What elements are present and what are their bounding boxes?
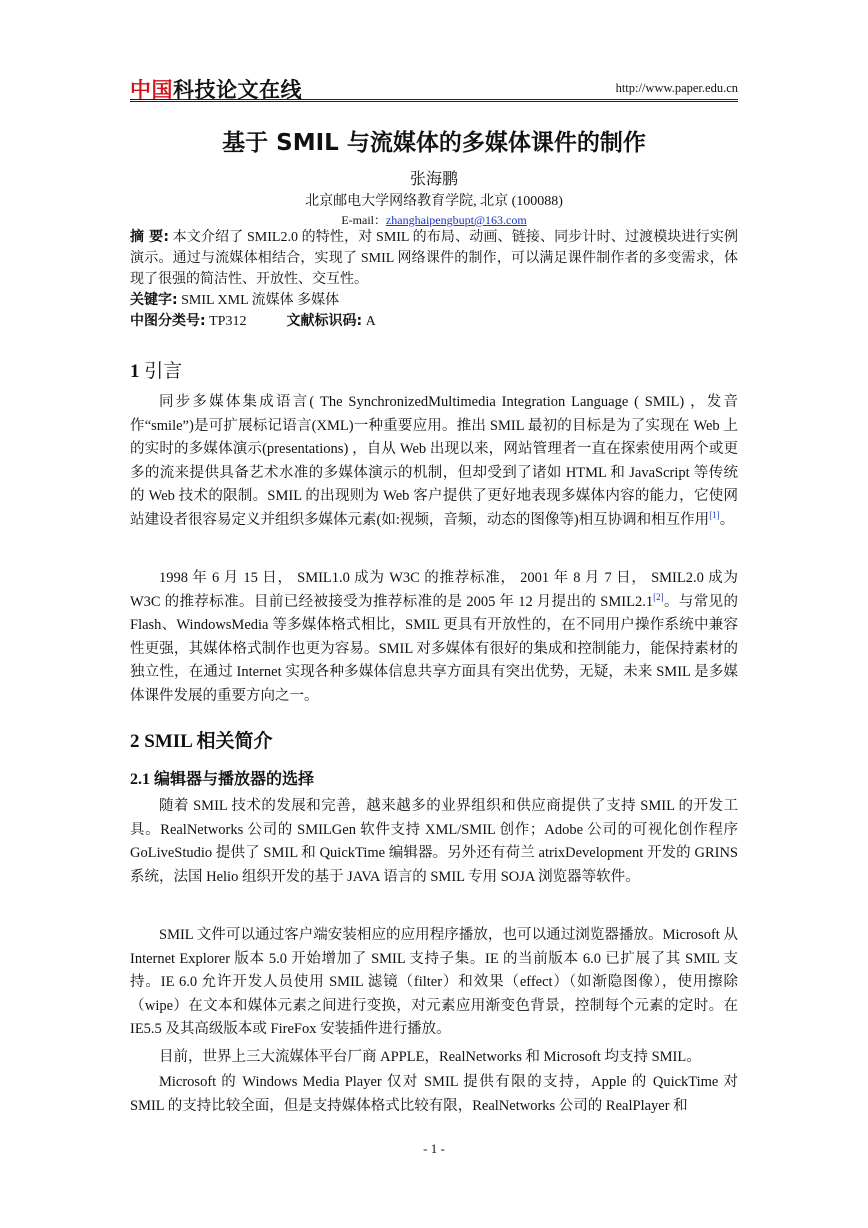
paragraph-end: 。	[719, 511, 735, 528]
abstract	[130, 227, 738, 290]
page-header	[130, 72, 738, 102]
page-number: - 1 -	[423, 1141, 445, 1156]
citation-ref[interactable]: [1]	[709, 509, 720, 520]
paragraph-end: 。与常见的 Flash、WindowsMedia 等多媒体格式相比，SMIL 更具有开放性的，在不同用户操作系统中兼容性更强，其媒体格式制作也更为容易。SMIL 对多媒体有很好的集成和控制能力，能保持素材的独立性，在通过 Internet 实现各种多媒体信息共享方面具有突出优势，无疑，未来 SMIL 是多媒体课件发展的重要方向之一。	[130, 593, 739, 704]
citation-ref[interactable]: [2]	[653, 591, 664, 602]
keywords-text: SMIL XML 流媒体 多媒体	[177, 293, 340, 308]
section-2-heading: 2 SMIL 相关简介	[130, 731, 273, 752]
doc-code-label: 文献标识码:	[286, 313, 363, 329]
email-label: E-mail：	[341, 213, 386, 227]
classification	[130, 311, 738, 332]
section-2-paragraph-4: Microsoft 的 Windows Media Player 仅对 SMIL 提供有限的支持，Apple 的 QuickTime 对 SMIL 的支持比较全面，但是支持媒体格式比较有限，RealNetworks 公司的 RealPlayer 和	[130, 1074, 738, 1114]
paragraph-text: 1998 年 6 月 15 日， SMIL1.0 成为 W3C 的推荐标准， 2001 年 8 月 7 日， SMIL2.0 成为 W3C 的推荐标准。目前已经被接受为推荐标准的是 2005 年 12 月提出的 SMIL2.1	[130, 570, 738, 610]
paper-title: 基于 SMIL 与流媒体的多媒体课件的制作	[222, 130, 646, 156]
logo-red-text: 中国	[130, 78, 173, 102]
classification-value: TP312	[205, 314, 247, 329]
section-1-paragraph-1	[130, 391, 738, 532]
header-rule	[130, 99, 738, 102]
keywords-label: 关键字:	[130, 292, 178, 308]
subsection-2-1-heading: 2.1 编辑器与播放器的选择	[130, 771, 315, 788]
section-2-paragraph-1: 随着 SMIL 技术的发展和完善，越来越多的业界组织和供应商提供了支持 SMIL 的开发工具。RealNetworks 公司的 SMILGen 软件支持 XML/SMIL 创作；Adobe 公司的可视化创作程序 GoLiveStudio 提供了 SMIL 和 QuickTime 编辑器。另外还有荷兰 atrixDevelopment 开发的 GRINS 系统，法国 Helio 组织开发的基于 JAVA 语言的 SMIL 专用 SOJA 浏览器等软件。	[130, 798, 738, 885]
section-1-number: 1	[130, 361, 140, 382]
keywords	[130, 290, 738, 311]
doc-code-value: A	[362, 314, 376, 329]
site-url[interactable]: http://www.paper.edu.cn	[615, 81, 738, 95]
author-affiliation: 北京邮电大学网络教育学院, 北京 (100088)	[305, 194, 563, 209]
section-1-heading	[130, 356, 182, 383]
paragraph-text: 同步多媒体集成语言( The SynchronizedMultimedia Integration Language ( SMIL) ，发音作“smile”)是可扩展标记语言(XML)一种重要应用。推出 SMIL 最初的目标是为了实现在 Web 上的实时的多媒体演示(presentations) ，自从 Web 出现以来，网站管理者一直在探索使用两个或更多的流来提供具备艺术水准的多媒体演示的机制，但却受到了诸如 HTML 和 JavaScript 等传统的 Web 技术的限制。SMIL 的出现则为 Web 客户提供了更好地表现多媒体内容的能力，它使网站建设者很容易定义并组织多媒体元素(如:视频，音频，动态的图像等)相互协调和相互作用	[130, 394, 738, 528]
section-2-paragraph-2: SMIL 文件可以通过客户端安装相应的应用程序播放，也可以通过浏览器播放。Microsoft 从 Internet Explorer 版本 5.0 开始增加了 SMIL 支持子集。IE 的当前版本 6.0 已扩展了其 SMIL 支持。IE 6.0 允许开发人员使用 SMIL 滤镜（filter）和效果（effect）（如渐隐图像），使用擦除（wipe）在文本和媒体元素之间进行变换，对元素应用渐变色背景，控制每个元素的定时。在 IE5.5 及其高级版本或 FireFox 安装插件进行播放。	[130, 927, 738, 1037]
abstract-label: 摘 要:	[130, 229, 169, 245]
author-email	[130, 211, 738, 228]
section-1-title: 引言	[139, 361, 183, 382]
abstract-text: 本文介绍了 SMIL2.0 的特性，对 SMIL 的布局、动画、链接、同步计时、过渡模块进行实例演示。通过与流媒体相结合，实现了 SMIL 网络课件的制作，可以满足课件制作者的多变需求，体现了很强的简洁性、开放性、交互性。	[130, 230, 738, 287]
classification-label: 中图分类号:	[130, 313, 206, 329]
author-name: 张海鹏	[409, 171, 458, 188]
logo-black-text: 科技论文在线	[173, 78, 302, 102]
email-link[interactable]: zhanghaipengbupt@163.com	[385, 213, 527, 227]
section-2-paragraph-3: 目前，世界上三大流媒体平台厂商 APPLE，RealNetworks 和 Microsoft 均支持 SMIL。	[159, 1049, 701, 1065]
section-1-paragraph-2	[130, 567, 738, 708]
